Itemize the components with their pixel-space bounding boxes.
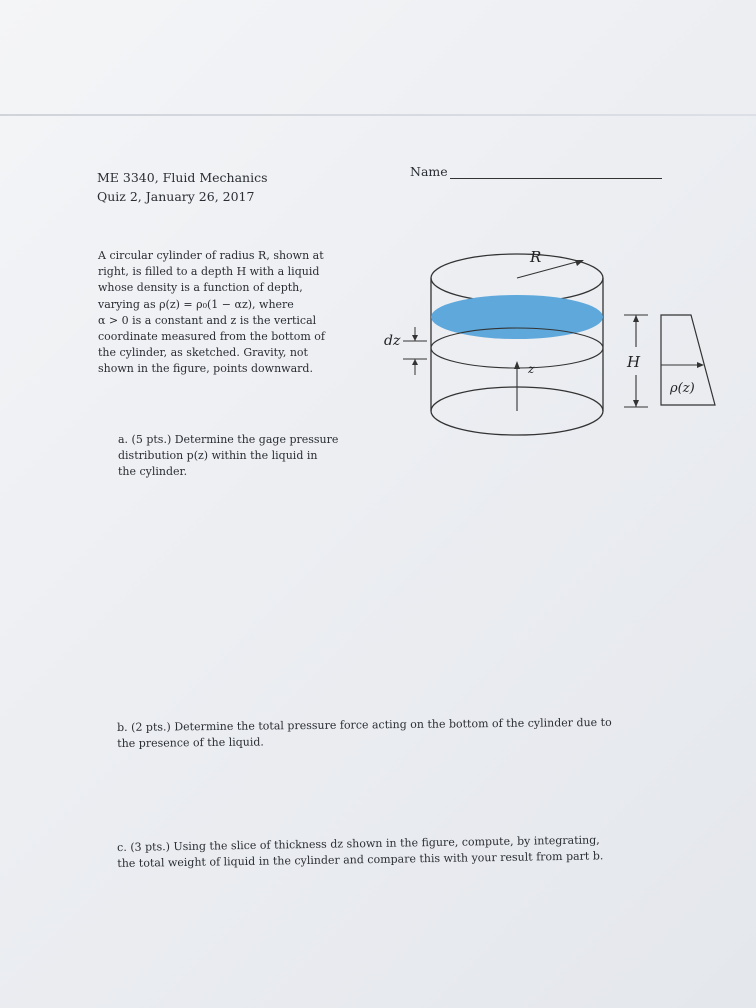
cylinder-figure [370,235,730,455]
question-c [117,831,677,872]
question-b-line: b. (2 pts.) Determine the total pressure force acting on the bottom of the cylinder due to [117,715,612,734]
problem-statement [98,248,368,378]
intro-line: α > 0 is a constant and z is the vertical [98,313,317,327]
dz-label: dz [384,333,401,349]
h-arrowhead-top [633,315,639,322]
z-arrowhead [514,361,520,369]
cylinder-diagram [370,235,730,455]
intro-line: shown in the figure, points downward. [98,362,313,376]
quiz-date: Quiz 2, January 26, 2017 [97,189,255,204]
question-a-line: the cylinder. [118,465,188,478]
intro-line: whose density is a function of depth, [98,281,303,295]
intro-line: varying as ρ(z) = ρ₀(1 − αz), where [98,297,294,311]
h-arrowhead-bottom [633,400,639,407]
density-arrowhead [697,362,704,368]
name-field[interactable] [410,164,662,179]
question-a-line: a. (5 pts.) Determine the gage pressure [118,433,339,446]
question-a-line: distribution p(z) within the liquid in [118,449,318,462]
density-label: ρ(z) [670,381,695,396]
intro-line: coordinate measured from the bottom of [98,330,325,344]
radius-line [517,261,580,278]
intro-line: A circular cylinder of radius R, shown at [98,249,324,262]
name-label: Name [410,164,448,179]
height-label: H [627,353,641,371]
course-title: ME 3340, Fluid Mechanics [97,170,268,185]
question-c-line: c. (3 pts.) Using the slice of thickness dz shown in the figure, compute, by integrating, [117,833,600,854]
intro-line: right, is filled to a depth H with a liquid [98,265,320,279]
radius-label: R [530,248,542,266]
name-blank-line[interactable] [450,177,662,179]
course-header [97,168,268,206]
question-a [118,432,368,480]
z-label: z [528,362,535,376]
dz-arrowhead-bottom [412,359,418,365]
question-b [117,714,677,752]
paper-fold [0,114,756,116]
liquid-slice [431,295,603,339]
question-b-line: the presence of the liquid. [117,735,264,750]
question-c-line: the total weight of liquid in the cylinder and compare this with your result from part b. [117,849,604,870]
dz-arrowhead-top [412,335,418,341]
intro-line: the cylinder, as sketched. Gravity, not [98,346,308,360]
